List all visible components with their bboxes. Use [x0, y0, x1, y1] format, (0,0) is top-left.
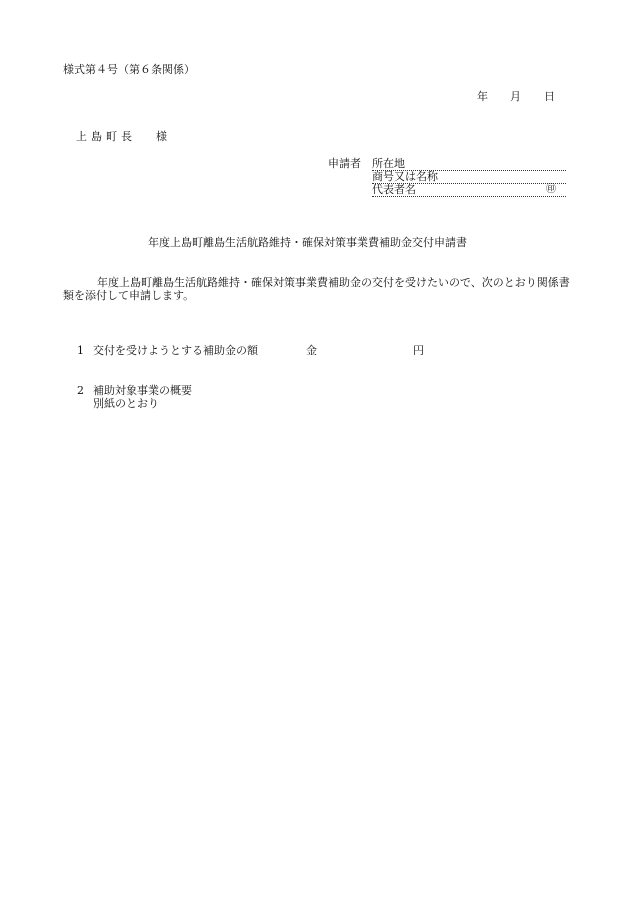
applicant-company-field[interactable]: [372, 170, 566, 184]
applicant-label: 申請者: [328, 157, 361, 170]
addressee-name: 上島町長: [76, 130, 136, 143]
body-paragraph: 年度上島町離島生活航路維持・確保対策事業費補助金の交付を受けたいので、次のとおり関係書類を添付して申請します。: [63, 276, 570, 302]
document-title: 年度上島町離島生活航路維持・確保対策事業費補助金交付申請書: [148, 236, 467, 249]
item-1-number: 1: [77, 344, 84, 357]
date-month-label: 月: [510, 90, 521, 103]
item-2-detail: 別紙のとおり: [93, 397, 159, 410]
addressee-honorific: 様: [156, 130, 167, 143]
date-day-label: 日: [544, 90, 555, 103]
addressee: [76, 130, 167, 143]
item-2-label: 補助対象事業の概要: [93, 384, 192, 397]
applicant-address-field[interactable]: [372, 157, 566, 171]
subsidy-amount-prefix: 金: [306, 344, 317, 357]
applicant-representative-label: 代表者名: [372, 183, 416, 196]
date-line: [477, 90, 555, 103]
applicant-company-label: 商号又は名称: [372, 170, 438, 183]
applicant-address-label: 所在地: [372, 157, 405, 170]
form-number: 様式第４号（第６条関係）: [63, 63, 195, 76]
applicant-representative-field[interactable]: [372, 183, 566, 197]
item-1-label: 交付を受けようとする補助金の額: [93, 344, 258, 357]
seal-icon: ㊞: [546, 184, 556, 195]
subsidy-amount-unit: 円: [413, 344, 424, 357]
item-2-number: 2: [77, 384, 84, 397]
date-year-label: 年: [477, 90, 488, 103]
